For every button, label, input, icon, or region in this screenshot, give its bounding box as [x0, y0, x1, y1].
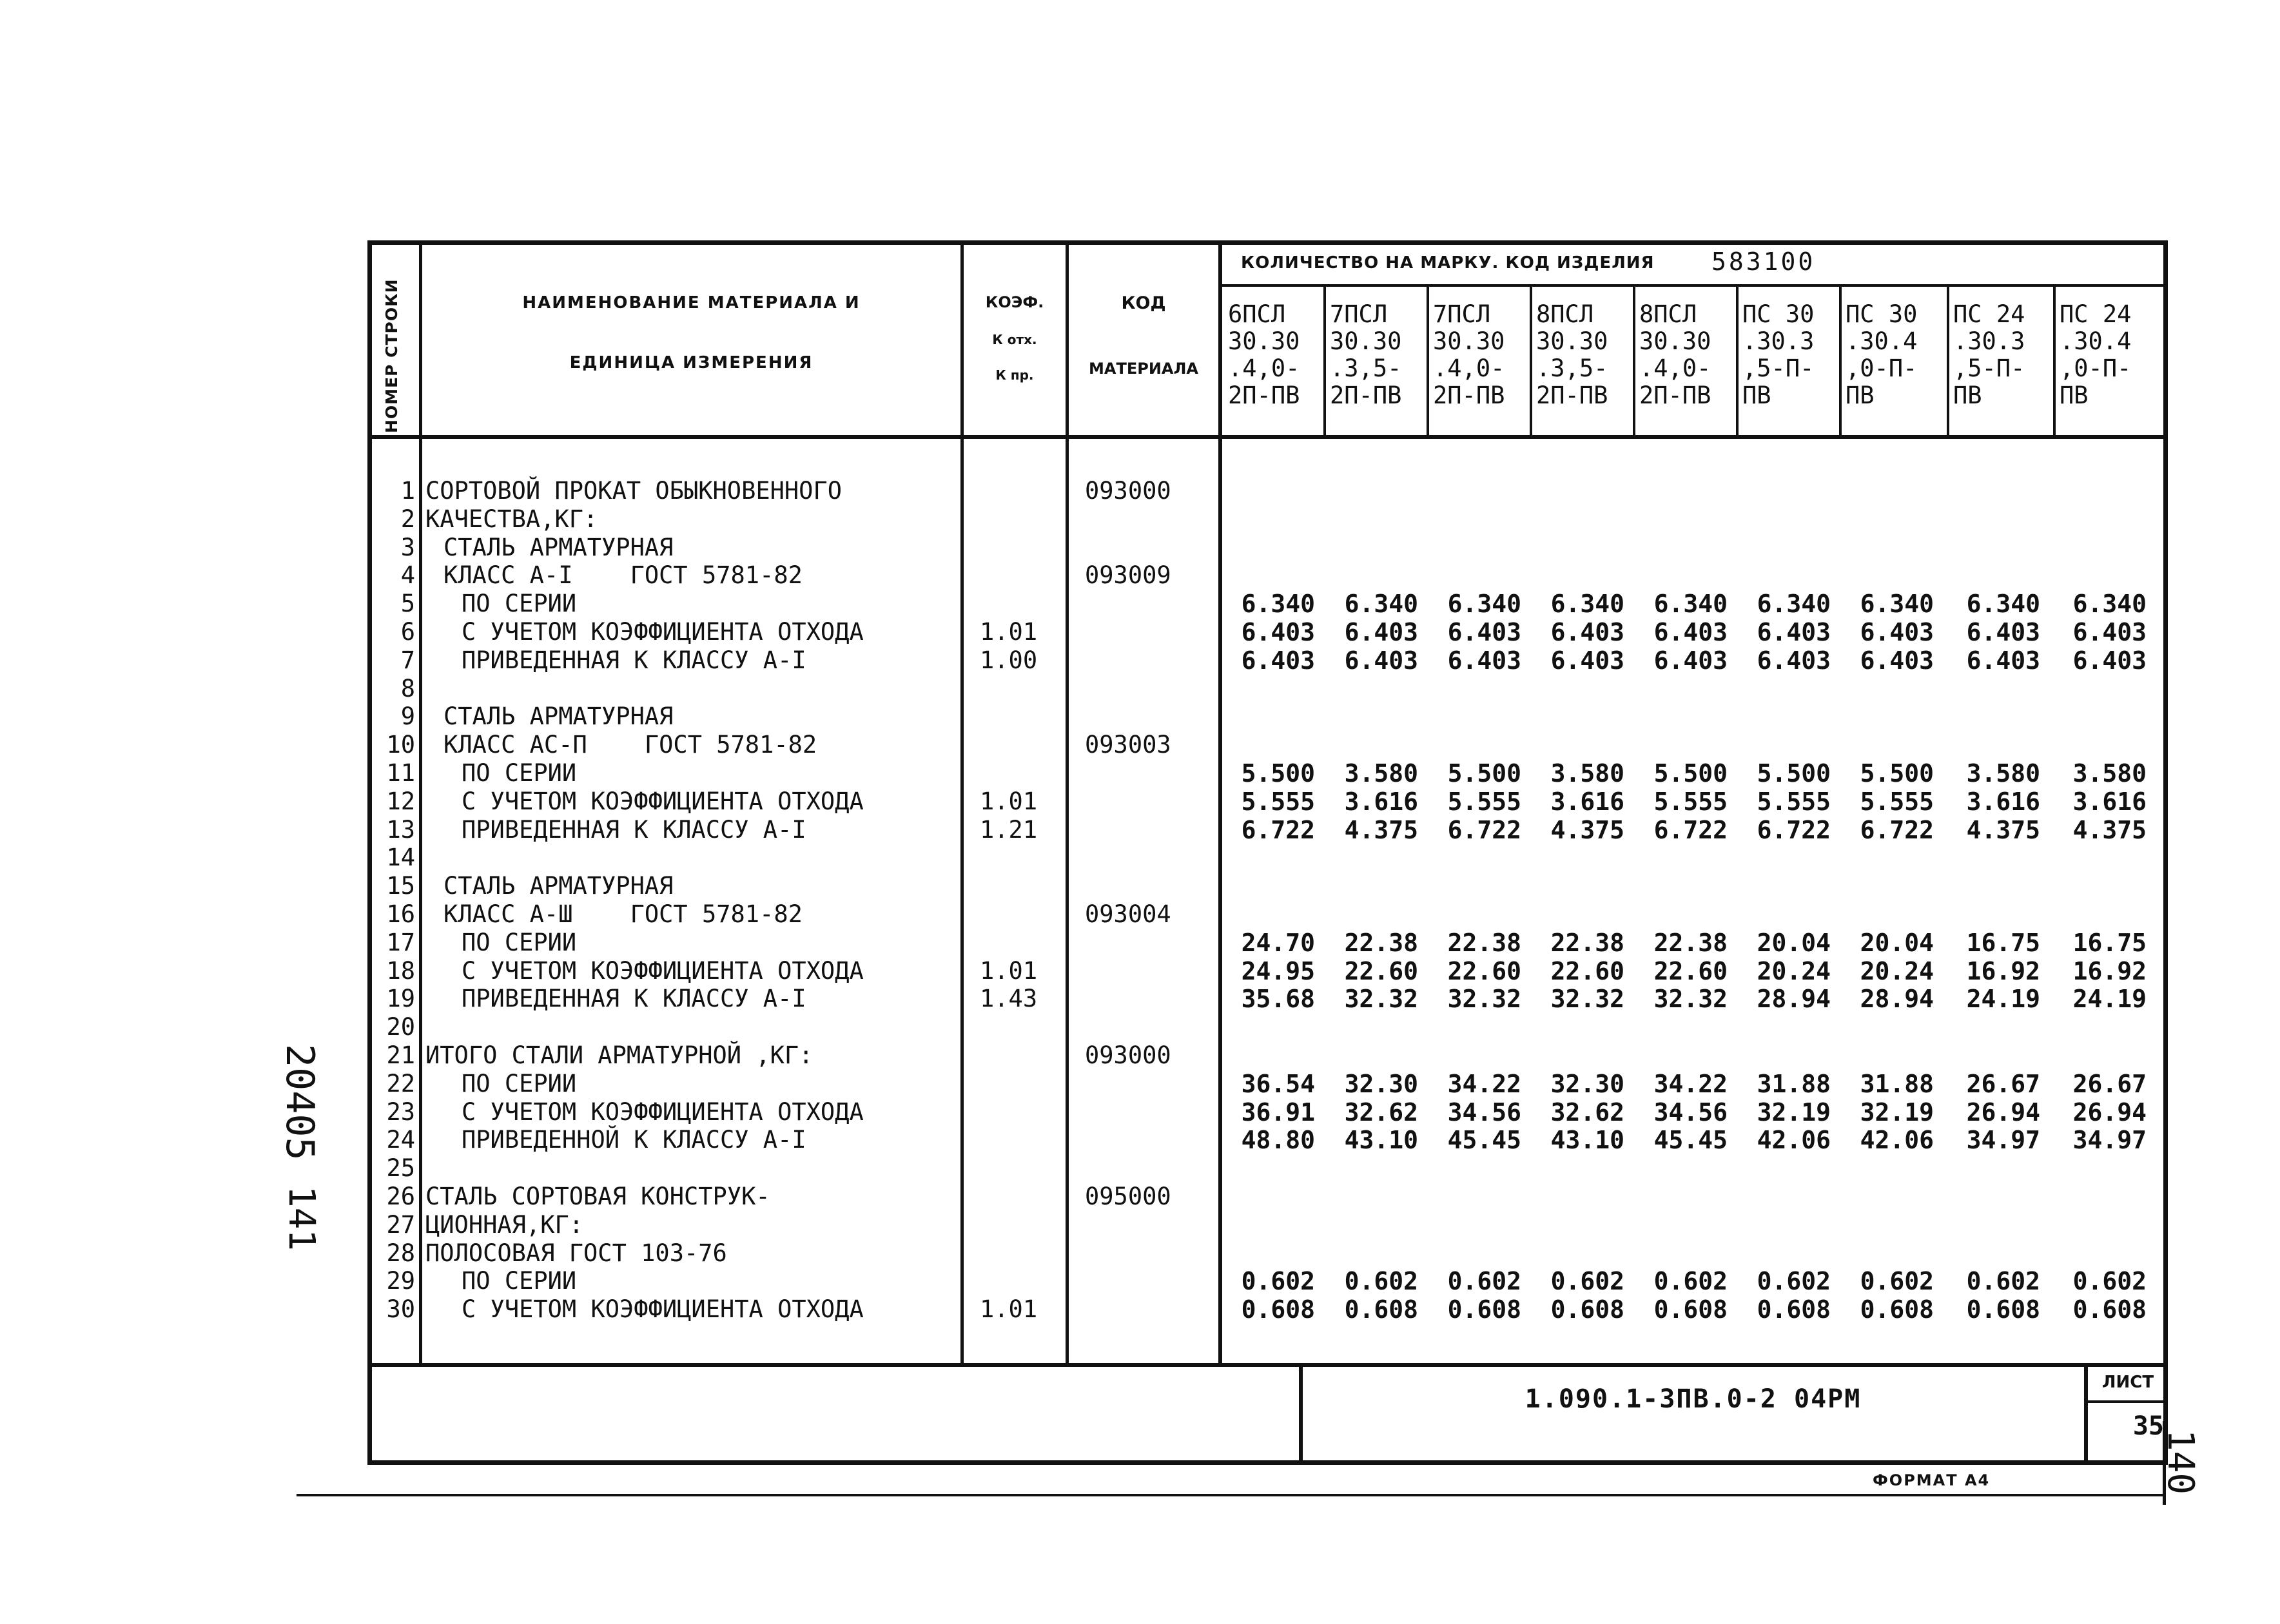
row-value: 24.19 — [1966, 985, 2040, 1014]
row-value: 36.54 — [1241, 1069, 1315, 1098]
row-value: 6.340 — [1860, 590, 1934, 619]
row-number: 20 — [386, 1013, 415, 1041]
right-page-number: 140 — [2159, 1429, 2201, 1495]
row-value: 43.10 — [1550, 1126, 1624, 1155]
mark-header-line: 2П-ПВ — [1639, 382, 1711, 409]
row-number: 14 — [386, 844, 415, 872]
row-value: 22.60 — [1653, 956, 1728, 985]
mark-header-line: ,5-П- — [1742, 354, 1815, 382]
row-value: 42.06 — [1757, 1126, 1831, 1155]
mark-header-line: 8ПСЛ — [1536, 300, 1594, 328]
row-coefficient: 1.00 — [980, 646, 1038, 674]
row-value: 5.500 — [1447, 759, 1521, 788]
row-material-code: 093009 — [1085, 561, 1171, 590]
row-value: 24.19 — [2072, 985, 2147, 1014]
row-value: 26.94 — [1966, 1097, 2040, 1126]
divider — [1839, 285, 1842, 437]
row-material-name: С УЧЕТОМ КОЭФФИЦИЕНТА ОТХОДА — [462, 1295, 864, 1324]
row-value: 45.45 — [1447, 1126, 1521, 1155]
row-value: 45.45 — [1653, 1126, 1728, 1155]
mark-header-line: 30.30 — [1330, 327, 1402, 355]
row-number: 28 — [386, 1239, 415, 1267]
row-value: 3.580 — [1966, 759, 2040, 788]
divider — [367, 1363, 2168, 1367]
divider — [1323, 285, 1326, 437]
row-value: 32.62 — [1344, 1097, 1418, 1126]
row-value: 32.30 — [1550, 1069, 1624, 1098]
row-value: 26.67 — [2072, 1069, 2147, 1098]
row-material-name: С УЧЕТОМ КОЭФФИЦИЕНТА ОТХОДА — [462, 787, 864, 815]
row-value: 6.722 — [1757, 815, 1831, 844]
code-header: КОД — [1121, 293, 1166, 313]
row-value: 36.91 — [1241, 1097, 1315, 1126]
row-value: 6.403 — [2072, 646, 2147, 675]
row-value: 0.602 — [1966, 1267, 2040, 1296]
row-value: 6.722 — [1447, 815, 1521, 844]
row-value: 6.403 — [1241, 618, 1315, 646]
row-coefficient: 1.01 — [980, 956, 1038, 985]
row-material-name: ПРИВЕДЕННАЯ К КЛАССУ А-I — [462, 815, 806, 844]
row-value: 5.500 — [1860, 759, 1934, 788]
product-code: 583100 — [1711, 247, 1816, 276]
row-material-name: КЛАСС А-Ш ГОСТ 5781-82 — [443, 900, 803, 928]
row-value: 5.555 — [1860, 787, 1934, 816]
row-value: 0.608 — [1653, 1295, 1728, 1324]
row-material-name: ПО СЕРИИ — [462, 590, 577, 618]
row-value: 3.580 — [1550, 759, 1624, 788]
row-value: 6.403 — [1757, 646, 1831, 675]
mark-header-line: ,0-П- — [1846, 354, 1918, 382]
row-value: 32.32 — [1550, 985, 1624, 1014]
mark-header-line: .4,0- — [1639, 354, 1711, 382]
row-value: 4.375 — [2072, 815, 2147, 844]
row-material-name: ПРИВЕДЕННАЯ К КЛАССУ А-I — [462, 646, 806, 674]
row-value: 0.602 — [1344, 1267, 1418, 1296]
row-value: 34.56 — [1447, 1097, 1521, 1126]
sheet-label: ЛИСТ — [2101, 1373, 2154, 1392]
row-value: 26.67 — [1966, 1069, 2040, 1098]
row-value: 5.500 — [1241, 759, 1315, 788]
row-value: 6.403 — [2072, 618, 2147, 646]
row-value: 0.602 — [2072, 1267, 2147, 1296]
row-value: 6.403 — [1966, 618, 2040, 646]
divider — [367, 435, 2168, 439]
document-code: 1.090.1-3ПВ.0-2 04РМ — [1525, 1384, 1862, 1414]
row-value: 22.38 — [1550, 928, 1624, 957]
mark-header-line: 2П-ПВ — [1228, 382, 1300, 409]
row-number: 16 — [386, 900, 415, 928]
row-value: 4.375 — [1966, 815, 2040, 844]
mark-header-line: ПС 30 — [1742, 300, 1815, 328]
divider — [1299, 1365, 1303, 1465]
row-number: 29 — [386, 1267, 415, 1295]
archive-number: 20405 — [277, 1044, 322, 1161]
mark-header-line: .4,0- — [1433, 354, 1505, 382]
row-value: 6.403 — [1550, 646, 1624, 675]
row-value: 5.555 — [1241, 787, 1315, 816]
row-value: 5.555 — [1757, 787, 1831, 816]
mark-header-line: ,5-П- — [1953, 354, 2025, 382]
row-value: 6.403 — [1447, 646, 1521, 675]
row-value: 6.340 — [1447, 590, 1521, 619]
coef-reduction-header: К пр. — [995, 367, 1034, 383]
row-value: 6.403 — [1344, 646, 1418, 675]
divider — [297, 1494, 2166, 1496]
row-value: 6.403 — [1344, 618, 1418, 646]
row-value: 0.608 — [1447, 1295, 1521, 1324]
row-coefficient: 1.01 — [980, 618, 1038, 646]
mark-header-line: 2П-ПВ — [1433, 382, 1505, 409]
row-value: 6.403 — [1653, 618, 1728, 646]
mark-header-line: 30.30 — [1639, 327, 1711, 355]
coef-header: КОЭФ. — [985, 293, 1044, 311]
divider — [2086, 1400, 2168, 1403]
row-number: 7 — [400, 646, 415, 674]
row-value: 0.608 — [2072, 1295, 2147, 1324]
sheet-number: 35 — [2132, 1411, 2164, 1441]
row-number: 6 — [400, 618, 415, 646]
mark-header-line: 7ПСЛ — [1330, 300, 1388, 328]
row-value: 22.38 — [1653, 928, 1728, 957]
row-value: 32.32 — [1344, 985, 1418, 1014]
row-value: 34.97 — [2072, 1126, 2147, 1155]
mark-header-line: 2П-ПВ — [1330, 382, 1402, 409]
row-value: 16.75 — [2072, 928, 2147, 957]
mark-header-line: ПВ — [1742, 382, 1771, 409]
row-material-name: ПРИВЕДЕННОЙ К КЛАССУ А-I — [462, 1126, 806, 1154]
row-coefficient: 1.21 — [980, 815, 1038, 844]
row-material-name: ПО СЕРИИ — [462, 928, 577, 956]
row-value: 20.04 — [1757, 928, 1831, 957]
row-material-name: СТАЛЬ АРМАТУРНАЯ — [443, 702, 674, 731]
row-value: 0.602 — [1653, 1267, 1728, 1296]
row-value: 6.722 — [1653, 815, 1728, 844]
mark-header-line: .30.3 — [1953, 327, 2025, 355]
mark-header-line: .3,5- — [1330, 354, 1402, 382]
row-value: 0.608 — [1550, 1295, 1624, 1324]
row-value: 16.92 — [2072, 956, 2147, 985]
row-value: 3.616 — [1550, 787, 1624, 816]
row-material-code: 093000 — [1085, 477, 1171, 505]
row-value: 16.92 — [1966, 956, 2040, 985]
row-coefficient: 1.43 — [980, 985, 1038, 1013]
row-value: 3.580 — [1344, 759, 1418, 788]
divider — [1947, 285, 1949, 437]
row-number: 1 — [400, 477, 415, 505]
row-value: 35.68 — [1241, 985, 1315, 1014]
row-material-name: С УЧЕТОМ КОЭФФИЦИЕНТА ОТХОДА — [462, 956, 864, 985]
format-label: ФОРМАТ А4 — [1873, 1471, 1991, 1489]
row-value: 0.608 — [1241, 1295, 1315, 1324]
row-material-name: КЛАСС АС-П ГОСТ 5781-82 — [443, 731, 817, 759]
divider — [1427, 285, 1429, 437]
row-material-code: 093004 — [1085, 900, 1171, 928]
row-value: 6.340 — [1241, 590, 1315, 619]
row-number: 25 — [386, 1154, 415, 1183]
row-value: 22.60 — [1550, 956, 1624, 985]
row-material-name: ПРИВЕДЕННАЯ К КЛАССУ А-I — [462, 985, 806, 1013]
row-value: 3.616 — [1344, 787, 1418, 816]
divider — [419, 240, 422, 1366]
row-number: 19 — [386, 985, 415, 1013]
quantity-header: КОЛИЧЕСТВО НА МАРКУ. КОД ИЗДЕЛИЯ — [1241, 253, 1655, 273]
mark-header-line: ,0-П- — [2060, 354, 2132, 382]
row-number: 24 — [386, 1126, 415, 1154]
mark-header-line: 30.30 — [1433, 327, 1505, 355]
row-material-name: ПО СЕРИИ — [462, 1069, 577, 1097]
row-value: 0.608 — [1966, 1295, 2040, 1324]
mark-header-line: 7ПСЛ — [1433, 300, 1491, 328]
row-number: 4 — [400, 561, 415, 590]
row-value: 31.88 — [1757, 1069, 1831, 1098]
row-value: 24.95 — [1241, 956, 1315, 985]
row-value: 6.340 — [1653, 590, 1728, 619]
row-value: 4.375 — [1550, 815, 1624, 844]
row-value: 3.616 — [2072, 787, 2147, 816]
row-number: 18 — [386, 956, 415, 985]
row-material-name: ПОЛОСОВАЯ ГОСТ 103-76 — [425, 1239, 727, 1267]
row-number: 5 — [400, 590, 415, 618]
row-material-code: 093003 — [1085, 731, 1171, 759]
row-material-code: 095000 — [1085, 1183, 1171, 1210]
row-value: 6.403 — [1966, 646, 2040, 675]
row-material-name: СТАЛЬ АРМАТУРНАЯ — [443, 872, 674, 900]
row-value: 3.616 — [1966, 787, 2040, 816]
row-value: 6.340 — [1757, 590, 1831, 619]
row-value: 6.403 — [1550, 618, 1624, 646]
mark-header-line: 30.30 — [1536, 327, 1608, 355]
mark-header-line: ПС 24 — [1953, 300, 2025, 328]
row-value: 6.340 — [1966, 590, 2040, 619]
row-value: 28.94 — [1860, 985, 1934, 1014]
material-code-header: МАТЕРИАЛА — [1089, 360, 1198, 378]
row-value: 34.22 — [1447, 1069, 1521, 1098]
row-value: 6.403 — [1241, 646, 1315, 675]
row-value: 6.340 — [1344, 590, 1418, 619]
row-number: 13 — [386, 815, 415, 844]
mark-header-line: 30.30 — [1228, 327, 1300, 355]
row-value: 6.403 — [1860, 618, 1934, 646]
row-value: 5.555 — [1447, 787, 1521, 816]
row-material-name: С УЧЕТОМ КОЭФФИЦИЕНТА ОТХОДА — [462, 1097, 864, 1126]
row-material-name: СТАЛЬ СОРТОВАЯ КОНСТРУК- — [425, 1183, 770, 1210]
mark-header-line: ПВ — [2060, 382, 2089, 409]
mark-header-line: ПВ — [1953, 382, 1982, 409]
mark-header-line: 8ПСЛ — [1639, 300, 1697, 328]
row-value: 3.580 — [2072, 759, 2147, 788]
row-number: 8 — [400, 674, 415, 702]
row-material-name: КАЧЕСТВА,КГ: — [425, 505, 598, 533]
mark-header-line: .3,5- — [1536, 354, 1608, 382]
row-value: 32.32 — [1653, 985, 1728, 1014]
row-value: 42.06 — [1860, 1126, 1934, 1155]
row-value: 43.10 — [1344, 1126, 1418, 1155]
row-material-name: СТАЛЬ АРМАТУРНАЯ — [443, 533, 674, 561]
row-value: 0.602 — [1550, 1267, 1624, 1296]
row-number-header: НОМЕР СТРОКИ — [382, 278, 401, 433]
row-number: 12 — [386, 787, 415, 815]
row-value: 0.602 — [1757, 1267, 1831, 1296]
mark-header-line: ПС 24 — [2060, 300, 2132, 328]
row-value: 20.24 — [1860, 956, 1934, 985]
row-value: 0.602 — [1860, 1267, 1934, 1296]
row-material-name: С УЧЕТОМ КОЭФФИЦИЕНТА ОТХОДА — [462, 618, 864, 646]
row-number: 26 — [386, 1183, 415, 1210]
row-value: 16.75 — [1966, 928, 2040, 957]
row-value: 4.375 — [1344, 815, 1418, 844]
row-number: 21 — [386, 1041, 415, 1069]
mark-header-line: .30.4 — [2060, 327, 2132, 355]
row-value: 48.80 — [1241, 1126, 1315, 1155]
row-number: 2 — [400, 505, 415, 533]
row-number: 27 — [386, 1210, 415, 1239]
mark-header-line: .4,0- — [1228, 354, 1300, 382]
row-value: 5.500 — [1757, 759, 1831, 788]
row-value: 6.403 — [1757, 618, 1831, 646]
row-value: 34.56 — [1653, 1097, 1728, 1126]
row-material-name: ИТОГО СТАЛИ АРМАТУРНОЙ ,КГ: — [425, 1041, 814, 1069]
row-value: 22.60 — [1447, 956, 1521, 985]
row-value: 28.94 — [1757, 985, 1831, 1014]
row-value: 6.722 — [1860, 815, 1934, 844]
divider — [1530, 285, 1532, 437]
row-value: 0.608 — [1860, 1295, 1934, 1324]
mark-header-line: ПВ — [1846, 382, 1875, 409]
row-value: 6.403 — [1860, 646, 1934, 675]
divider — [1066, 240, 1069, 1366]
row-value: 0.608 — [1344, 1295, 1418, 1324]
row-value: 20.24 — [1757, 956, 1831, 985]
mark-header-line: ПС 30 — [1846, 300, 1918, 328]
row-value: 34.97 — [1966, 1126, 2040, 1155]
row-number: 22 — [386, 1069, 415, 1097]
row-material-name: СОРТОВОЙ ПРОКАТ ОБЫКНОВЕННОГО — [425, 477, 843, 505]
row-value: 24.70 — [1241, 928, 1315, 957]
row-value: 0.602 — [1241, 1267, 1315, 1296]
row-value: 32.19 — [1757, 1097, 1831, 1126]
row-number: 30 — [386, 1295, 415, 1324]
divider — [1220, 284, 2168, 287]
row-value: 0.602 — [1447, 1267, 1521, 1296]
row-value: 22.38 — [1447, 928, 1521, 957]
row-number: 11 — [386, 759, 415, 787]
row-value: 22.38 — [1344, 928, 1418, 957]
divider — [960, 240, 964, 1366]
row-value: 20.04 — [1860, 928, 1934, 957]
mark-header-line: .30.4 — [1846, 327, 1918, 355]
row-material-name: ПО СЕРИИ — [462, 759, 577, 787]
mark-header-line: .30.3 — [1742, 327, 1815, 355]
divider — [1736, 285, 1739, 437]
row-coefficient: 1.01 — [980, 787, 1038, 815]
row-value: 22.60 — [1344, 956, 1418, 985]
row-value: 6.340 — [2072, 590, 2147, 619]
row-value: 0.608 — [1757, 1295, 1831, 1324]
row-material-name: КЛАСС А-I ГОСТ 5781-82 — [443, 561, 803, 590]
row-value: 32.32 — [1447, 985, 1521, 1014]
row-value: 34.22 — [1653, 1069, 1728, 1098]
row-material-name: ПО СЕРИИ — [462, 1267, 577, 1295]
row-number: 10 — [386, 731, 415, 759]
row-number: 23 — [386, 1097, 415, 1126]
row-number: 9 — [400, 702, 415, 731]
material-name-header: НАИМЕНОВАНИЕ МАТЕРИАЛА И — [522, 293, 861, 313]
row-material-name: ЦИОННАЯ,КГ: — [425, 1210, 584, 1239]
row-value: 6.340 — [1550, 590, 1624, 619]
row-value: 32.19 — [1860, 1097, 1934, 1126]
row-number: 15 — [386, 872, 415, 900]
row-value: 6.722 — [1241, 815, 1315, 844]
row-value: 26.94 — [2072, 1097, 2147, 1126]
row-value: 32.30 — [1344, 1069, 1418, 1098]
material-unit-header: ЕДИНИЦА ИЗМЕРЕНИЯ — [569, 353, 814, 372]
left-page-number: 141 — [280, 1186, 322, 1252]
mark-header-line: 6ПСЛ — [1228, 300, 1286, 328]
divider — [2053, 285, 2056, 437]
row-number: 17 — [386, 928, 415, 956]
row-value: 5.500 — [1653, 759, 1728, 788]
row-number: 3 — [400, 533, 415, 561]
row-value: 5.555 — [1653, 787, 1728, 816]
row-value: 6.403 — [1447, 618, 1521, 646]
row-material-code: 093000 — [1085, 1041, 1171, 1069]
divider — [1633, 285, 1635, 437]
row-value: 31.88 — [1860, 1069, 1934, 1098]
row-value: 6.403 — [1653, 646, 1728, 675]
row-value: 32.62 — [1550, 1097, 1624, 1126]
row-coefficient: 1.01 — [980, 1295, 1038, 1324]
coef-waste-header: К отх. — [992, 332, 1037, 347]
mark-header-line: 2П-ПВ — [1536, 382, 1608, 409]
